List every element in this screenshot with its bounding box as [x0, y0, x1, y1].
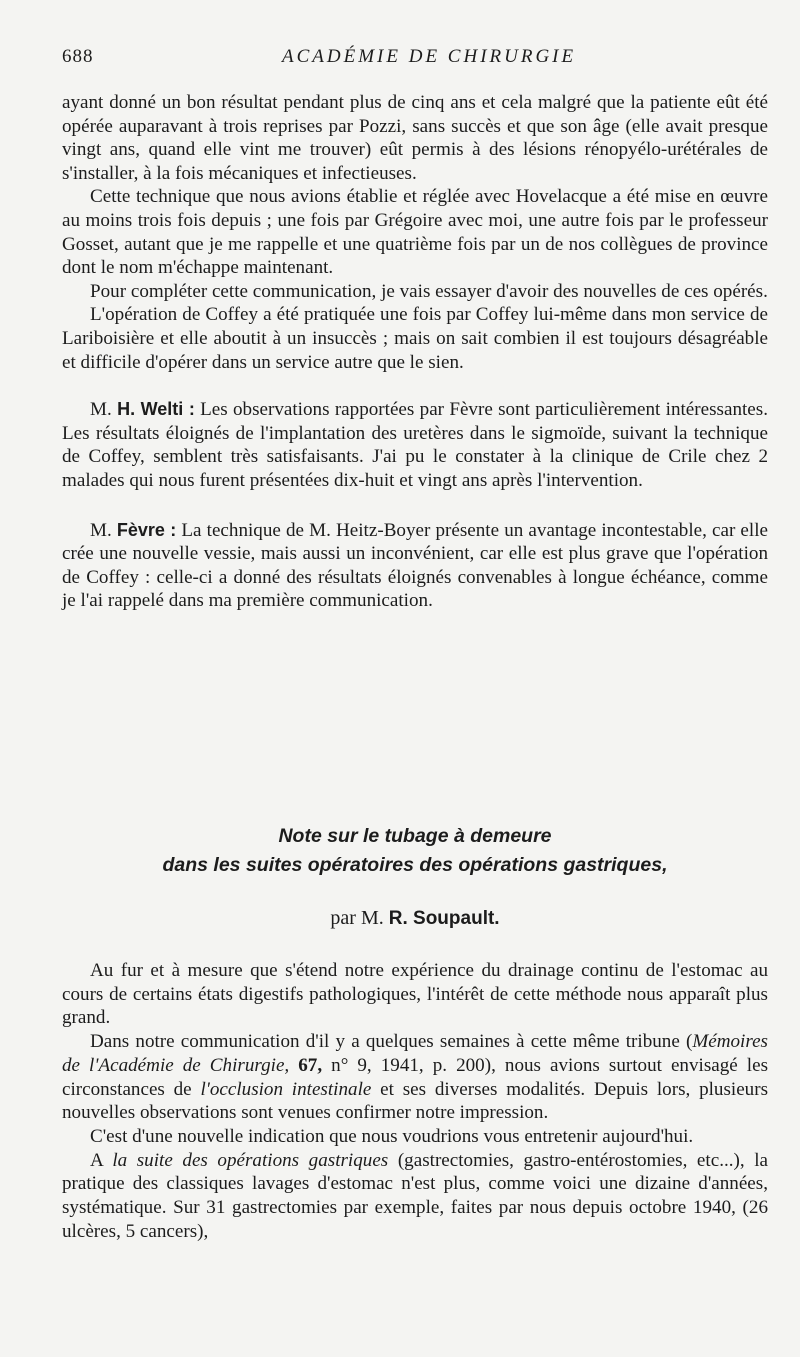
emphasis: l'occlusion intestinale [200, 1078, 372, 1100]
note-title-line-2: dans les suites opératoires des opérations gastriques, [162, 854, 668, 876]
speaker-prefix: M. [90, 399, 112, 421]
page-header [62, 46, 766, 70]
paragraph: ayant donné un bon résultat pendant plus de cinq ans et cela malgré que la patiente eût été opérée auparavant à trois reprises par Pozzi, sans succès et que son âge (elle avait presque vingt ans, quand elle vint me trouver) eût permis à des lésions rénopyélo-urétérales de s'installer, à la fois mécaniques et infectieuses. [62, 92, 768, 184]
discussion-section [62, 91, 768, 613]
remark-text: Les observations rapportées par Fèvre sont particulièrement intéressantes. Les résultats éloignés de l'implantation des uretères dans le sigmoïde, suivant la technique de Coffey, semblent très satisfaisants. J'ai pu le constater à la clinique de Crile chez 2 malades qui nous furent présentées dix-huit et vingt ans après l'intervention. [62, 399, 768, 491]
note-title-line-1: Note sur le tubage à demeure [278, 825, 552, 847]
text-run: (gastrectomies, gastro-entérostomies, etc...), la pratique des classiques lavages d'estomac n'est plus, comme voici une dizaine d'années, systématique. Sur 31 gastrectomies par exemple, faites par nous depuis octobre 1940, (26 ulcères, 5 cancers), [62, 1149, 768, 1242]
byline-prefix: par M. [330, 907, 384, 929]
paragraph: C'est d'une nouvelle indication que nous voudrions vous entretenir aujourd'hui. [90, 1125, 694, 1147]
note-title-block [62, 822, 768, 930]
reference-volume: 67, [298, 1054, 323, 1076]
page-number: 688 [62, 46, 94, 67]
text-run: Dans notre communication d'il y a quelques semaines à cette même tribune ( [90, 1031, 693, 1053]
emphasis: la suite des opérations gastriques [112, 1149, 389, 1171]
text-run: n° 9, 1941, p. 200), nous avions surtout envisagé les circonstances de [62, 1054, 769, 1100]
author-name: R. Soupault. [388, 908, 500, 929]
paragraph [62, 1030, 768, 1125]
speaker-name: Fèvre : [116, 519, 177, 540]
fevre-remark [62, 519, 768, 613]
byline [62, 907, 768, 930]
note-body [62, 959, 768, 1243]
reference-title: Mémoires de l'Académie de Chirurgie, [62, 1031, 768, 1076]
running-title: ACADÉMIE DE CHIRURGIE [282, 46, 577, 67]
welti-remark [62, 398, 768, 492]
paragraph: L'opération de Coffey a été pratiquée une fois par Coffey lui-même dans mon service de Lariboisière et elle aboutit à un insuccès ; mais on sait combien il est toujours désagréable et difficile d'opérer dans un service autre que le sien. [62, 304, 768, 373]
paragraph: Cette technique que nous avions établie et réglée avec Hovelacque a été mise en œuvre au moins trois fois depuis ; une fois par Grégoire avec moi, une autre fois par le professeur Gosset, autant que je me rappelle et une quatrième fois par un de nos collègues de province dont le nom m'échappe maintenant. [62, 186, 768, 279]
text-run: et ses diverses modalités. Depuis lors, plusieurs nouvelles observations sont venues confirmer notre impression. [62, 1078, 769, 1124]
paragraph: Pour compléter cette communication, je vais essayer d'avoir des nouvelles de ces opérés. [90, 280, 768, 302]
speaker-name: H. Welti : [117, 399, 195, 420]
paragraph [62, 1149, 768, 1244]
remark-text: La technique de M. Heitz-Boyer présente un avantage incontestable, car elle crée une nouvelle vessie, mais aussi un inconvénient, car elle est plus grave que l'opération de Coffey : celle-ci a donné des résultats éloignés convenables à longue échéance, comme je l'ai rappelé dans ma première communication. [62, 519, 768, 612]
text-run: A [90, 1149, 103, 1171]
paragraph: Au fur et à mesure que s'étend notre expérience du drainage continu de l'estomac au cours de certains états digestifs pathologiques, l'intérêt de cette méthode nous apparaît plus grand. [62, 960, 768, 1029]
speaker-prefix: M. [90, 519, 112, 541]
